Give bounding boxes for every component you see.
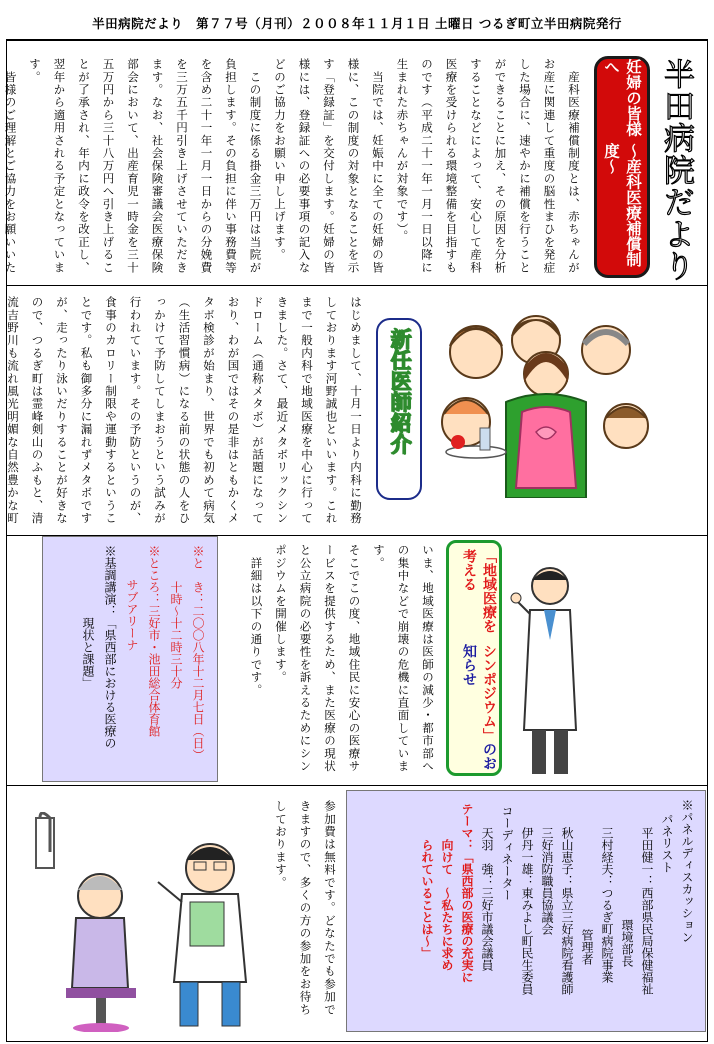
event-lecture-detail: 現状と課題」 xyxy=(81,617,95,689)
subtitle-box xyxy=(594,56,650,278)
panelist-item: 秋山恵子：県立三好病院看護師 xyxy=(560,827,574,995)
masthead-text: 半田病院だより 第７７号（月刊）２００８年１１月１日 土曜日 つるぎ町立半田病院発行 xyxy=(92,16,622,31)
article2-body-left xyxy=(6,296,368,536)
event-time: 十時〜十二時三十分 xyxy=(169,581,183,689)
symposium-paragraph: いま、地域医療は医師の減少・都市部への集中などで崩壊の危機に直面しています。 xyxy=(372,544,435,773)
doctor-intro-title-box xyxy=(376,318,422,500)
article2-paragraph: はじめまして、十月一日より内科に勤務しております河野誠也といいます。これまで一般内科で地域医療を中心に行ってきました。さて、最近メタボリックシンドローム（通称メタボ）が話題になっており、わが国ではその是非はともかくメタボ検診が始まり、世界でも初めて病気（生活習慣病）になる前の状態の人をひっかけて予防してしまおうという試みが行われています。その予防というのが、食事のカロリー制限や運動するということです。私も御多分に漏れずメタボですが、走ったり泳いだりすることが好きなので、つるぎ町は霊峰剣山のふもと、清流吉野川も流れ風光明媚な自然豊かな町 xyxy=(6,296,363,525)
panel-discussion-box xyxy=(346,790,706,1032)
doctor-intro-title: 新任医師紹介 xyxy=(388,328,412,454)
theme-line2: 向けて 〜私たちに求め xyxy=(440,839,454,971)
coordinator-label: コーディネーター xyxy=(500,805,514,901)
article1-paragraph: 産科医療補償制度とは、赤ちゃんがお産に関連して重度の脳性まひを発症した場合に、速やかに補償を行うことができることに加え、その原因を分析することなどによって、安心して産科医療を受けられる環境整備を目指すものです（平成二十一年一月一日以降に生まれた赤ちゃんが対象です）。 xyxy=(395,58,581,274)
panelist-item: 伊丹一雄：東みよし町民生委員 xyxy=(520,827,534,995)
subtitle-line1: 妊婦の皆様へ xyxy=(602,59,642,137)
article1-paragraph: 皆様のご理解とご協力をお願いいた xyxy=(3,70,18,274)
symposium-title-line1: 「地域医療を考える xyxy=(461,549,497,633)
event-place: ※ところ：三好市・池田総合体育館 xyxy=(147,545,161,737)
consultation-illustration xyxy=(10,812,260,1032)
family-illustration xyxy=(436,302,656,498)
symposium-title-box xyxy=(446,540,502,776)
article1-paragraph: この制度に係る掛金三万円は当院が負担します。その負担に伴い事務費等を含め二十一年一月一日からの分娩費を三万五千円引き上げさせていただきます。なお、社会保険審議会医療保険部会において、出産育児一時金を三十五万円から三十八万円へ引き上げることが了承され、年内に政令を改正し、翌年から適用される予定となっています。 xyxy=(28,58,263,274)
theme-line3: られていることは〜」 xyxy=(420,839,434,959)
panelist-label: パネリスト xyxy=(660,813,674,873)
doctor-illustration xyxy=(510,560,590,780)
article1-body xyxy=(3,58,586,278)
newsletter-title-text: 半田病院だより xyxy=(658,58,694,282)
coordinator-item: 天羽 強：三好市議会議員 xyxy=(480,827,494,971)
newsletter-title xyxy=(656,58,696,286)
panelist-item: 三好消防職員協議会 xyxy=(540,827,554,935)
event-date: ※と き：二〇〇八年十二月七日（日） xyxy=(191,545,205,761)
panelist-item: 環境部長 xyxy=(620,919,634,967)
symposium-body xyxy=(232,544,440,784)
article1-paragraph: 当院では、妊娠中に全ての妊婦の皆様に、この制度の対象となることを示す「登録証」を交付します。妊婦の皆様には、登録証への必要事項の記入などのご協力をお願い申し上げます。 xyxy=(273,58,385,274)
symposium-title-line2: シンポジウム」のお知らせ xyxy=(461,644,497,771)
panelist-item: 三村経夫：つるぎ町病院事業 xyxy=(600,827,614,983)
symposium-paragraph: そこでこの度、地域住民に安心の医療サービスを提供するため、また医療の現状と公立病院の必要性を訴えるためにシンポジウムを開催します。 xyxy=(274,544,362,773)
event-details-box xyxy=(42,536,218,782)
event-place-detail: サブアリーナ xyxy=(125,579,139,651)
divider-row3 xyxy=(7,785,707,786)
closing-text: 参加費は無料です。どなたでも参加できますので、多くの方の参加をお待ちしております。 xyxy=(274,800,337,1016)
divider-row1 xyxy=(7,285,707,286)
panelist-item: 平田健一：西部県民局保健福祉 xyxy=(640,827,654,995)
theme-line1: テーマ：「県西部の医療の充実に xyxy=(460,803,474,983)
event-lecture: ※基調講演：「県西部における医療の xyxy=(103,545,117,749)
panelist-item: 管理者 xyxy=(580,929,594,965)
symposium-paragraph: 詳細は以下の通りです。 xyxy=(249,544,264,697)
panel-heading: ※パネルディスカッション xyxy=(680,799,694,943)
masthead-bar xyxy=(6,0,708,40)
subtitle-line2: 〜産科医療補償制度〜 xyxy=(602,142,642,267)
